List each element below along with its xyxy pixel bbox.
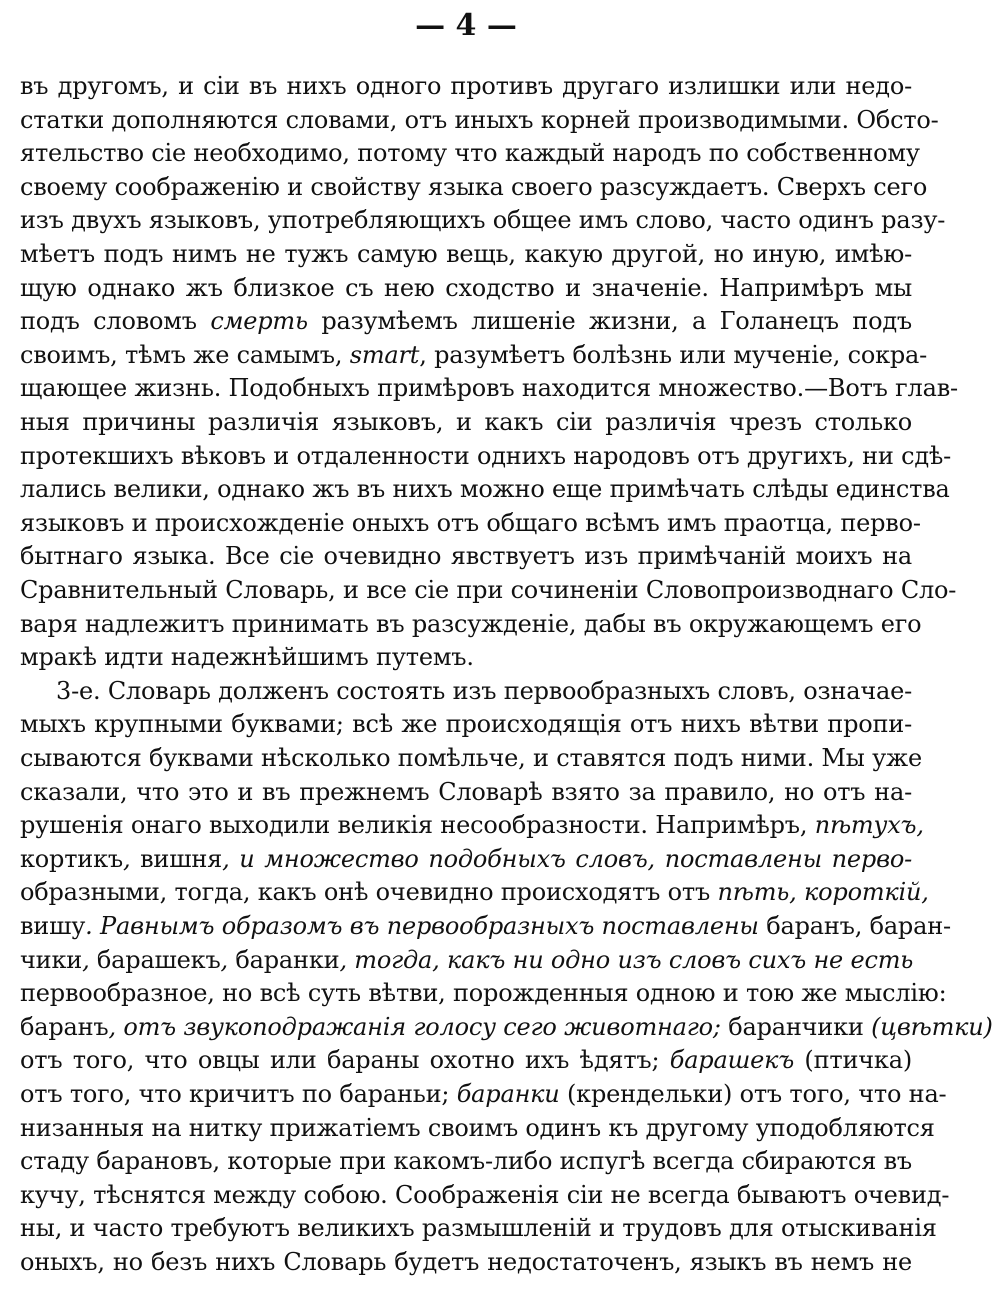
- text-segment: мѣетъ подъ нимъ не тужъ самую вещь, какую другой, но иную, имѣю-: [20, 240, 912, 268]
- text-segment: стаду барановъ, которые при какомъ-либо испугѣ всегда сбираются въ: [20, 1147, 912, 1176]
- text-segment: ятельство сіе необходимо, потому что каждый народъ по собственному: [20, 139, 920, 168]
- text-segment: протекшихъ вѣковъ и отдаленности однихъ народовъ отъ другихъ, ни сдѣ-: [20, 441, 952, 470]
- text-line: [20, 305, 912, 337]
- text-segment: своему соображенію и свойству языка своего разсуждаетъ. Сверхъ сего: [20, 172, 928, 201]
- text-segment: рушенія онаго выходили великія несообразности. Напримѣръ,: [20, 811, 815, 840]
- text-line: [20, 1044, 912, 1076]
- italic-word: ,: [220, 945, 236, 974]
- text-segment: баранъ: [20, 1012, 109, 1041]
- italic-word: смерть: [210, 307, 308, 336]
- italic-word: , тогда, какъ ни одно изъ словъ сихъ не есть: [339, 945, 914, 974]
- text-line: [20, 1078, 947, 1110]
- text-line: [20, 1112, 935, 1144]
- text-segment: оныхъ, но безъ нихъ Словарь будетъ недостаточенъ, языкъ въ немъ не: [20, 1248, 912, 1276]
- text-segment: , разумѣетъ болѣзнь или мученіе, сокра-: [419, 340, 928, 369]
- text-segment: варя надлежитъ принимать въ разсужденіе, дабы въ окружающемъ его: [20, 609, 922, 638]
- text-line: [20, 1011, 993, 1043]
- text-segment: низанныя на нитку прижатіемъ своимъ одинъ къ другому уподобляются: [20, 1113, 935, 1142]
- text-line: [20, 776, 912, 808]
- text-segment: 3-е. Словарь долженъ состоять изъ первообразныхъ словъ, означае-: [56, 676, 913, 705]
- text-segment: сказали, что это и въ прежнемъ Словарѣ взято за правило, но отъ на-: [20, 777, 912, 806]
- text-line: [20, 641, 912, 673]
- text-line: [20, 70, 912, 102]
- text-line: [20, 608, 922, 640]
- text-line: [20, 944, 912, 976]
- text-line: [20, 708, 912, 740]
- text-segment: баранъ, баран-: [766, 912, 951, 940]
- text-segment: статки дополняются словами, отъ иныхъ корней производимыми. Обсто-: [20, 105, 939, 134]
- page-number: — 4 —: [415, 8, 517, 43]
- text-segment: кортикъ: [20, 844, 123, 873]
- text-segment: щающее жизнь. Подобныхъ примѣровъ находится множество.—Вотъ глав-: [20, 374, 958, 403]
- text-segment: вишня: [140, 844, 223, 873]
- text-segment: барашекъ: [96, 945, 221, 974]
- italic-word: (цвѣтки): [863, 1012, 993, 1041]
- text-segment: сываются буквами нѣсколько помѣльче, и ставятся подъ ними. Мы уже: [20, 744, 922, 772]
- italic-word: smart: [349, 340, 420, 369]
- text-line: [20, 809, 924, 841]
- text-line: [20, 104, 939, 136]
- text-segment: ны, и часто требуютъ великихъ размышленій и трудовъ для отыскиванія: [20, 1214, 937, 1243]
- text-line: [20, 1212, 937, 1244]
- text-line: [20, 406, 912, 438]
- text-segment: лались велики, однако жъ въ нихъ можно еще примѣчать слѣды единства: [20, 475, 950, 504]
- text-segment: мракѣ идти надежнѣйшимъ путемъ.: [20, 643, 474, 672]
- text-segment: образными, тогда, какъ онѣ очевидно происходятъ отъ: [20, 878, 718, 907]
- italic-word: барашекъ: [669, 1046, 795, 1075]
- text-segment: щую однако жъ близкое съ нею сходство и значеніе. Напримѣръ мы: [20, 273, 912, 302]
- text-segment: баранки: [235, 945, 340, 974]
- text-segment: въ другомъ, и сіи въ нихъ одного противъ другаго излишки или недо-: [20, 72, 912, 100]
- italic-word: , и множество подобныхъ словъ, поставлены перво-: [222, 844, 912, 873]
- text-line: [20, 574, 957, 606]
- text-segment: своимъ, тѣмъ же самымъ,: [20, 340, 350, 369]
- text-line: [20, 171, 928, 203]
- text-line: [20, 272, 912, 304]
- text-segment: первообразное, но всѣ суть вѣтви, порожденныя одною и тою же мыслію:: [20, 979, 947, 1008]
- text-segment: разумѣемъ лишеніе жизни, а Голанецъ подъ: [307, 307, 912, 336]
- text-line: [56, 675, 912, 707]
- text-segment: языковъ и происхожденіе оныхъ отъ общаго всѣмъ имъ праотца, перво-: [20, 508, 921, 537]
- text-line: [20, 910, 951, 942]
- text-segment: чики: [20, 945, 83, 974]
- italic-word: пѣтухъ,: [814, 811, 924, 840]
- text-line: [20, 137, 920, 169]
- text-segment: (крендельки) отъ того, что на-: [559, 1080, 947, 1108]
- text-line: [20, 1145, 912, 1177]
- text-line: [20, 742, 922, 774]
- italic-word: ,: [82, 945, 97, 974]
- text-line: [20, 372, 958, 404]
- italic-word: ,: [122, 844, 141, 873]
- text-segment: бытнаго языка. Все сіе очевидно явствуетъ изъ примѣчаній моихъ на: [20, 542, 912, 571]
- italic-word: пѣть, короткій,: [717, 878, 929, 907]
- text-line: [20, 204, 946, 236]
- text-segment: (птичка): [794, 1046, 912, 1075]
- text-segment: отъ того, что овцы или бараны охотно ихъ ѣдятъ;: [20, 1046, 670, 1075]
- text-line: [20, 876, 929, 908]
- text-line: [20, 238, 912, 270]
- text-line: [20, 843, 912, 875]
- italic-word: . Равнымъ образомъ въ первообразныхъ поставлены: [85, 912, 767, 940]
- text-segment: баранчики: [728, 1012, 864, 1041]
- text-segment: подъ словомъ: [20, 307, 211, 336]
- italic-word: , отъ звукоподражанія голосу сего животнаго;: [108, 1012, 729, 1041]
- text-line: [20, 977, 947, 1009]
- text-segment: Сравнительный Словарь, и все сіе при сочиненіи Словопроизводнаго Сло-: [20, 576, 957, 604]
- text-segment: отъ того, что кричитъ по бараньи;: [20, 1080, 457, 1108]
- text-line: [20, 1179, 950, 1211]
- text-line: [20, 339, 928, 371]
- text-line: [20, 473, 950, 505]
- text-line: [20, 440, 952, 472]
- text-segment: ныя причины различія языковъ, и какъ сіи различія чрезъ столько: [20, 408, 912, 436]
- text-segment: мыхъ крупными буквами; всѣ же происходящія отъ нихъ вѣтви пропи-: [20, 710, 912, 739]
- text-segment: вишу: [20, 912, 86, 940]
- text-segment: изъ двухъ языковъ, употребляющихъ общее имъ слово, часто одинъ разу-: [20, 206, 946, 235]
- italic-word: баранки: [456, 1080, 560, 1108]
- text-segment: кучу, тѣснятся между собою. Соображенія сіи не всегда бываютъ очевид-: [20, 1180, 950, 1209]
- text-line: [20, 507, 921, 539]
- text-line: [20, 1246, 912, 1278]
- text-line: [20, 540, 912, 572]
